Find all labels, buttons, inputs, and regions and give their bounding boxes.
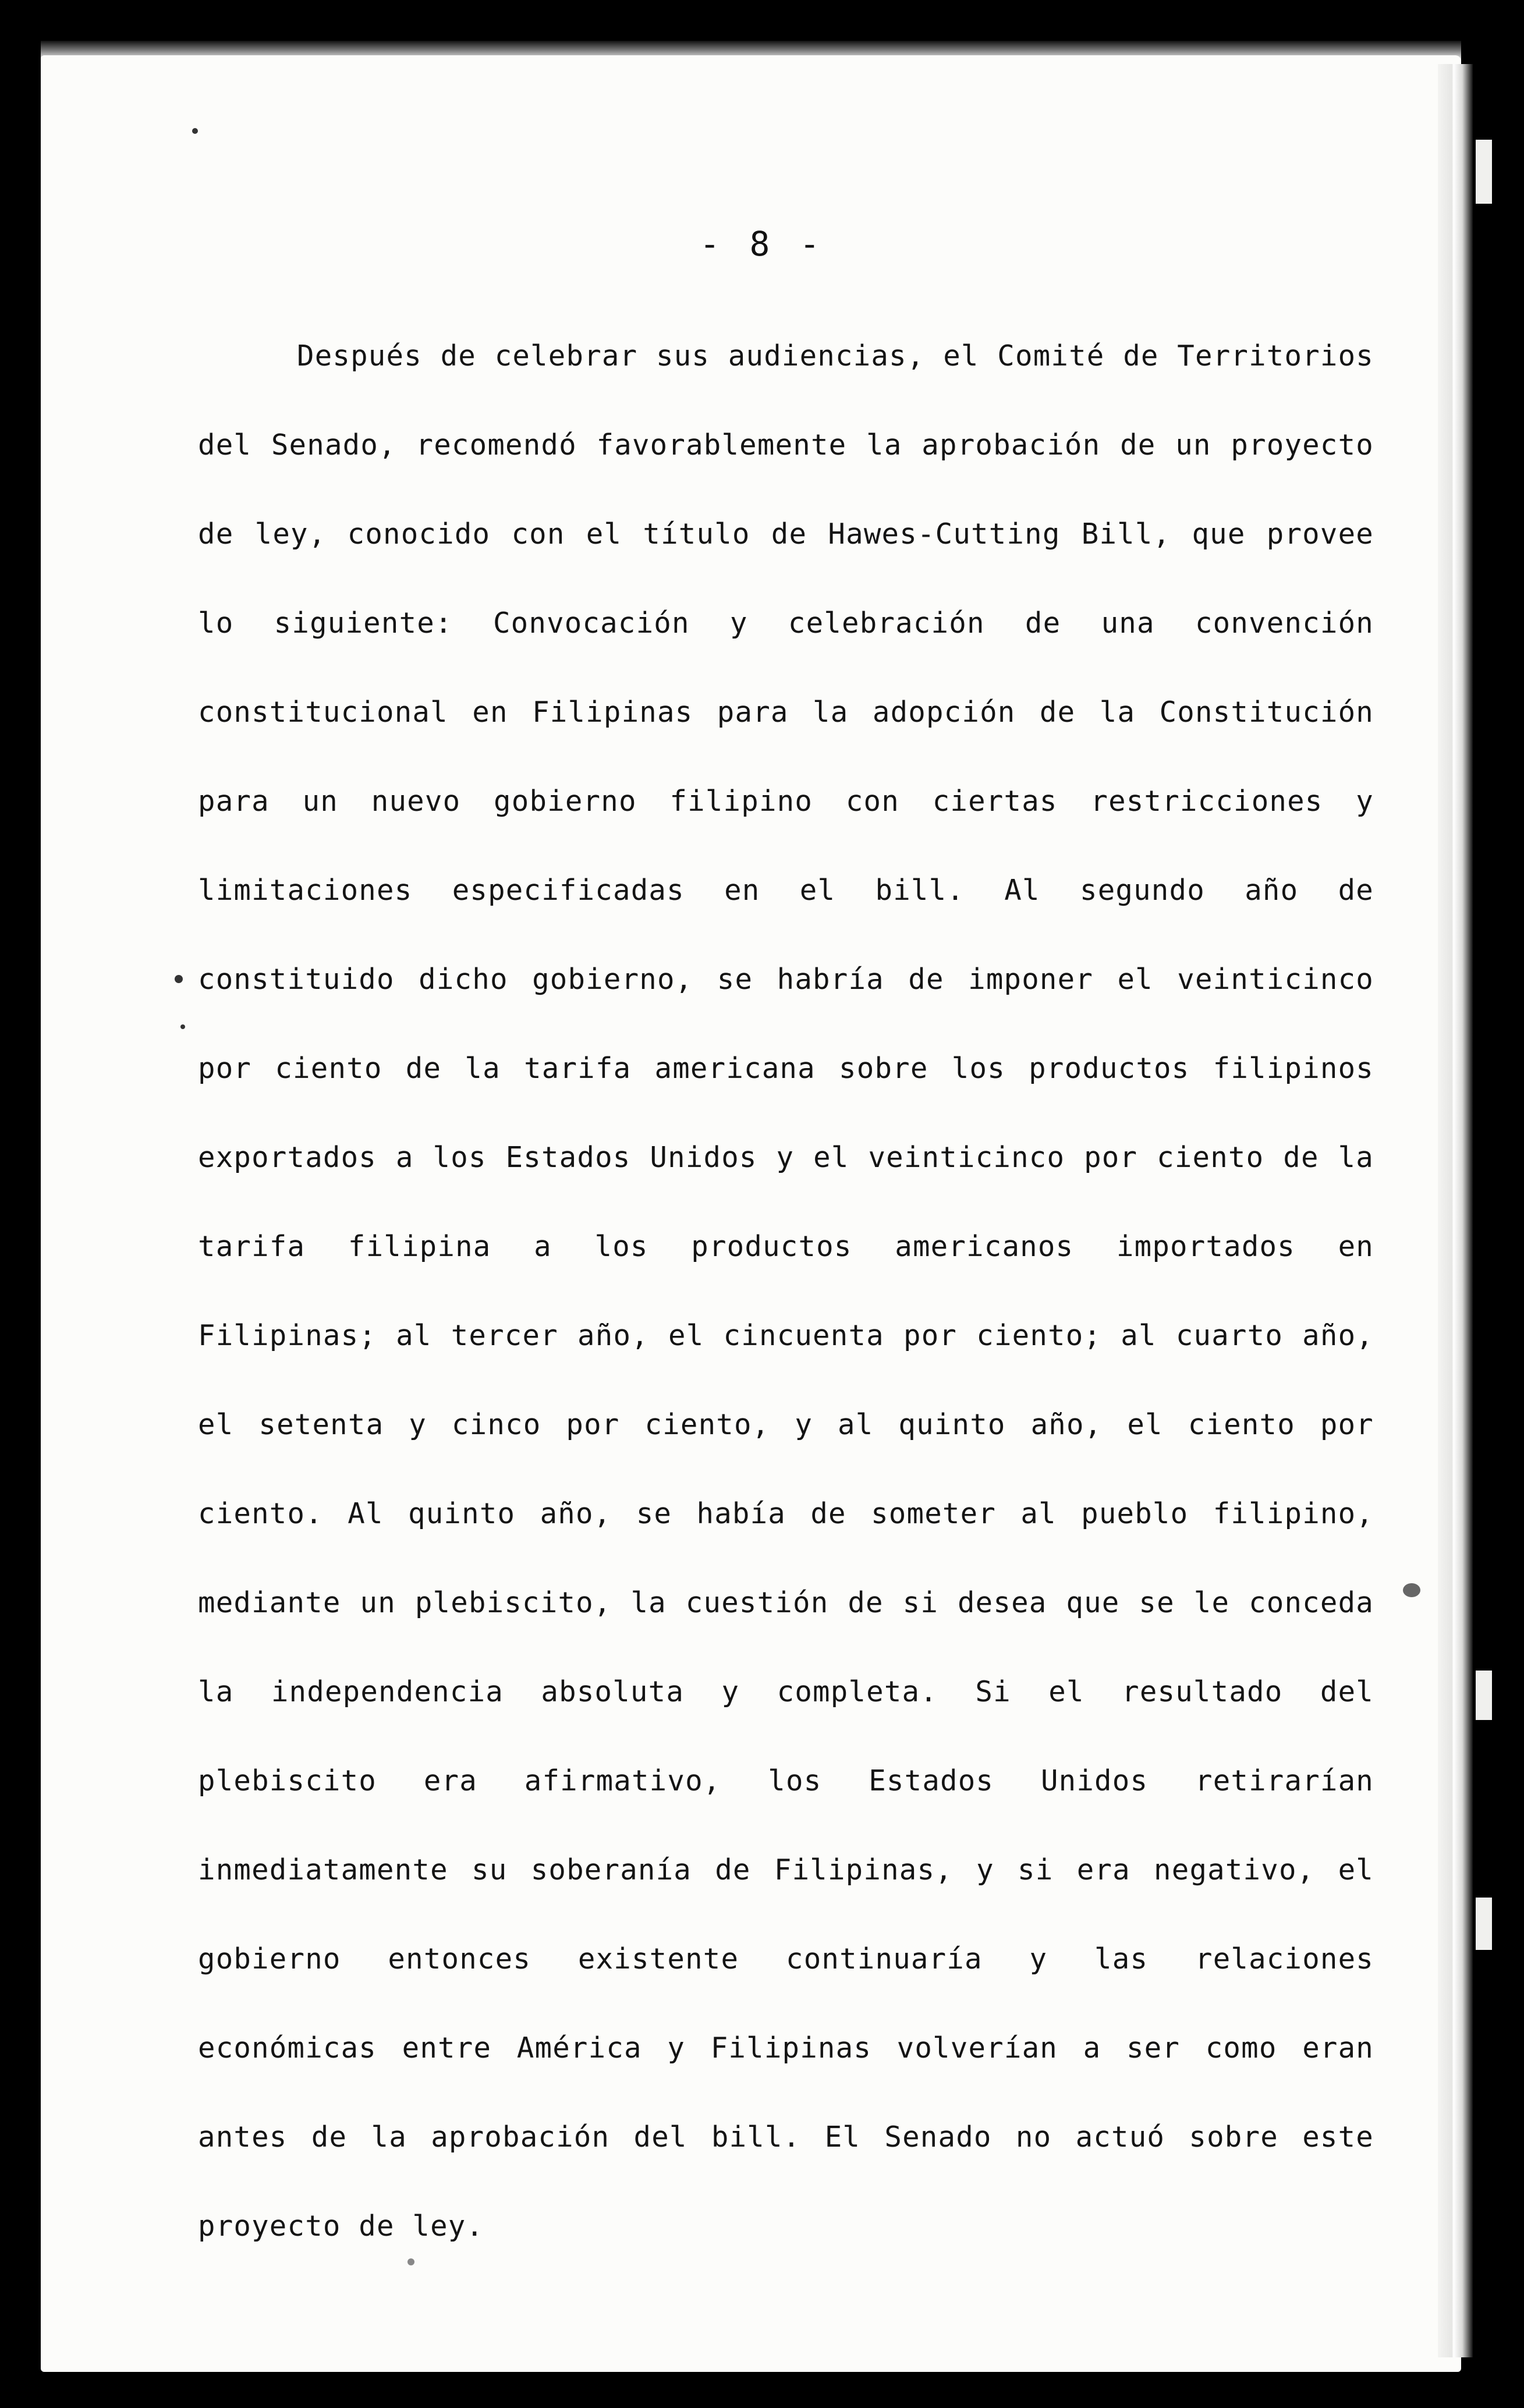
page-tab [1476, 140, 1492, 204]
ink-speck [1403, 1583, 1420, 1597]
page-number: - 8 - [699, 224, 825, 264]
page-tab [1476, 1671, 1492, 1720]
body-paragraph: Después de celebrar sus audiencias, el Comité de Territorios del Senado, recomendó favorablemente la aprobación de un proyecto de ley, conocido con el título de Hawes-Cutting Bill, que provee lo siguiente: Convocación y celebración de una convención constitucional en Filipinas para la adopción de la Constitución para un nuevo gobierno filipino con ciertas restricciones y limitaciones especificadas en el bill. Al segundo año de constituido dicho gobierno, se habría de imponer el veinticinco por ciento de la tarifa americana sobre los productos filipinos exportados a los Estados Unidos y el veinticinco por ciento de la tarifa filipina a los productos americanos importados en Filipinas; al tercer año, el cincuenta por ciento; al cuarto año, el setenta y cinco por ciento, y al quinto año, el ciento por ciento. Al quinto año, se había de someter al pueblo filipino, mediante un plebiscito, la cuestión de si desea que se le conceda la independencia absoluta y completa. Si el resultado del plebiscito era afirmativo, los Estados Unidos retirarían inmediatamente su soberanía de Filipinas, y si era negativo, el gobierno entonces existente continuaría y las relaciones económicas entre América y Filipinas volverían a ser como eran antes de la aprobación del bill. El Senado no actuó sobre este proyecto de ley. [198, 339, 1374, 2243]
page-tab [1476, 1898, 1492, 1950]
ink-speck [180, 1024, 185, 1029]
ink-speck [175, 975, 183, 983]
ink-speck [192, 128, 198, 134]
page-right-edge [1438, 64, 1473, 2357]
ink-speck [407, 2258, 414, 2265]
